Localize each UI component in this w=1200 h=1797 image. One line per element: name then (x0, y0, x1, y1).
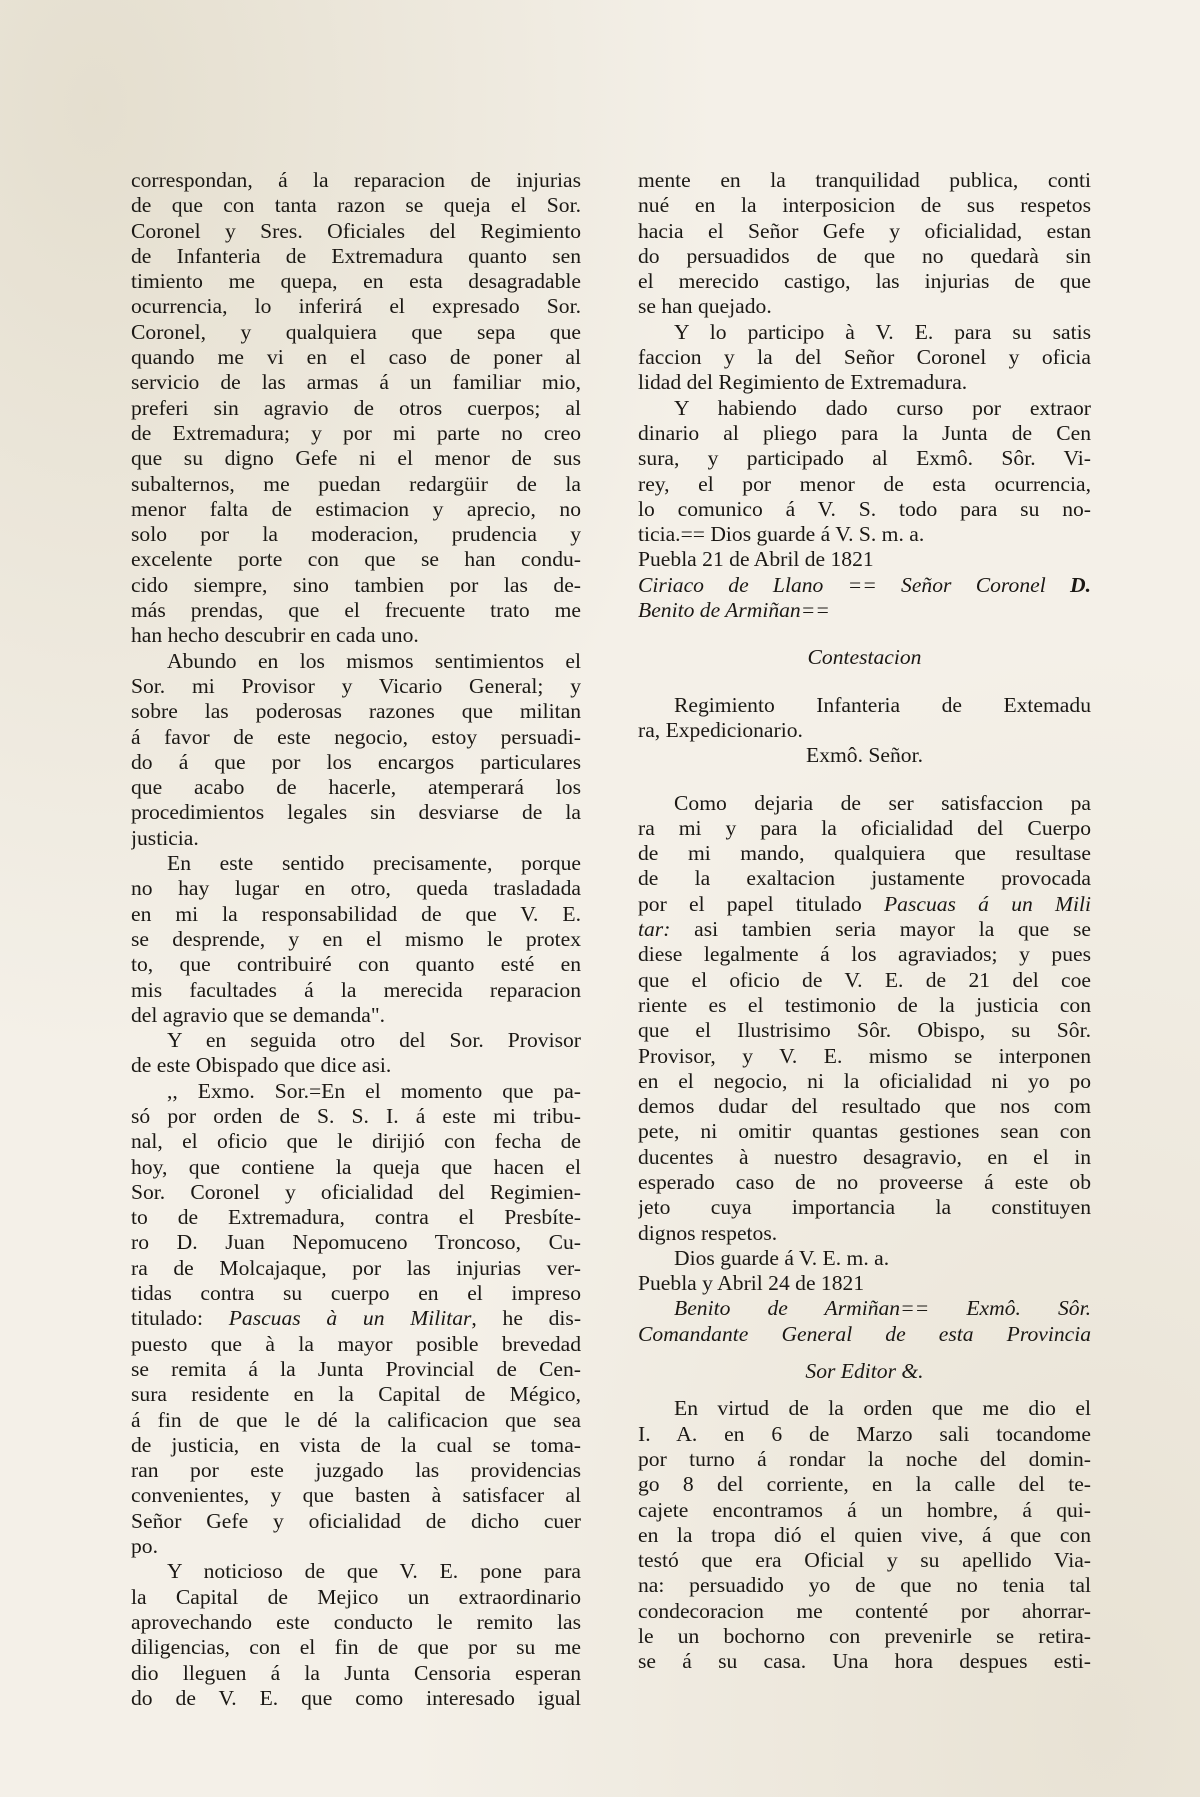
text-line: servicio de las armas á un familiar mio, (131, 370, 581, 395)
text-line: En virtud de la orden que me dio el (674, 1396, 1091, 1421)
text-line: de Extremadura; y por mi parte no creo (131, 420, 581, 445)
text-line: Provisor, y V. E. mismo se interponen (638, 1043, 1091, 1068)
text-line: solo por la moderacion, prudencia y (131, 522, 581, 547)
text-line: Coronel, y qualquiera que sepa que (131, 319, 581, 344)
text-line: en mi la responsabilidad de que V. E. (131, 901, 581, 926)
text-line: diese legalmente á los agraviados; y pues (638, 942, 1091, 967)
text-line: dinario al pliego para la Junta de Cen (638, 420, 1091, 445)
text-line: á fin de que le dé la calificacion que sea (131, 1407, 581, 1432)
text-line: tar: asi tambien seria mayor la que se (638, 917, 1091, 942)
text-line: tidas contra su cuerpo en el impreso (131, 1281, 581, 1306)
text-line: lidad del Regimiento de Extremadura. (638, 370, 968, 395)
text-line: Y lo participo à V. E. para su satis (674, 319, 1091, 344)
text-line: Dios guarde á V. E. m. a. (674, 1245, 890, 1270)
text-line: Abundo en los mismos sentimientos el (167, 648, 581, 673)
spacer (638, 1384, 1091, 1396)
text-line: la Capital de Mejico un extraordinario (131, 1584, 581, 1609)
text-line: hacia el Señor Gefe y oficialidad, estan (638, 218, 1091, 243)
text-line: Y noticioso de que V. E. pone para (167, 1559, 581, 1584)
text-line: á favor de este negocio, estoy persuadi- (131, 724, 581, 749)
text-line: dignos respetos. (638, 1220, 778, 1245)
text-line: I. A. en 6 de Marzo sali tocandome (638, 1421, 1091, 1446)
text-line: puesto que à la mayor posible brevedad (131, 1331, 581, 1356)
text-line: de Infanteria de Extremadura quanto sen (131, 243, 581, 268)
text-line: po. (131, 1534, 158, 1559)
text-line: por el papel titulado Pascuas á un Mili (638, 891, 1091, 916)
text-line: ducentes à nuestro desagravio, en el in (638, 1144, 1091, 1169)
spacer (638, 1347, 1091, 1359)
text-line: sura, y participado al Exmô. Sôr. Vi- (638, 446, 1091, 471)
text-line: subalternos, me puedan redargüir de la (131, 471, 581, 496)
text-line: demos dudar del resultado que nos com (638, 1094, 1091, 1119)
text-line: han hecho descubrir en cada uno. (131, 623, 419, 648)
text-line: excelente porte con que se han condu- (131, 547, 581, 572)
text-line: to de Extremadura, contra el Presbíte- (131, 1205, 581, 1230)
text-line: na: persuadido yo de que no tenia tal (638, 1573, 1091, 1598)
text-line: Sor. Coronel y oficialidad del Regimien- (131, 1179, 581, 1204)
text-line: sobre las poderosas razones que militan (131, 699, 581, 724)
text-line: ticia.== Dios guarde á V. S. m. a. (638, 522, 925, 547)
text-line: de este Obispado que dice asi. (131, 1053, 392, 1078)
text-line: ocurrencia, lo inferirá el expresado Sor. (131, 294, 581, 319)
text-line: go 8 del corriente, en la calle del te- (638, 1472, 1091, 1497)
text-line: del agravio que se demanda". (131, 1002, 386, 1027)
text-line: cido siempre, sino tambien por las de- (131, 572, 581, 597)
left-column (131, 168, 581, 1711)
text-line: de la exaltacion justamente provocada (638, 866, 1091, 891)
text-line: Regimiento Infanteria de Extemadu (674, 692, 1091, 717)
text-line: Comandante General de esta Provincia (638, 1321, 1091, 1346)
text-line: ,, Exmo. Sor.=En el momento que pa- (167, 1078, 581, 1103)
text-line: se remita á la Junta Provincial de Cen- (131, 1356, 581, 1381)
text-line: En este sentido precisamente, porque (167, 851, 581, 876)
text-line: pete, ni omitir quantas gestiones sean con (638, 1119, 1091, 1144)
text-line: condecoracion me contenté por ahorrar- (638, 1598, 1091, 1623)
text-line: riente es el testimonio de la justicia con (638, 992, 1091, 1017)
text-line: to, que contribuiré con quanto esté en (131, 952, 581, 977)
text-line: que su digno Gefe ni el menor de sus (131, 446, 581, 471)
text-line: ra, Expedicionario. (638, 717, 803, 742)
text-line: faccion y la del Señor Coronel y oficia (638, 345, 1091, 370)
text-line: Benito de Armiñan== Exmô. Sôr. (674, 1296, 1091, 1321)
text-line: mente en la tranquilidad publica, conti (638, 168, 1091, 192)
text-line: Sor. mi Provisor y Vicario General; y (131, 673, 581, 698)
text-line: el merecido castigo, las injurias de que (638, 269, 1091, 294)
text-line: se han quejado. (638, 294, 772, 319)
text-line: Ciriaco de Llano == Señor Coronel D. (638, 572, 1091, 597)
text-line: Sor Editor &. (805, 1359, 924, 1384)
spacer (638, 769, 1091, 791)
text-line: justicia. (131, 825, 199, 850)
text-line: convenientes, y que basten à satisfacer al (131, 1483, 581, 1508)
text-line: mis facultades á la merecida reparacion (131, 977, 581, 1002)
text-line: do persuadidos de que no quedarà sin (638, 243, 1091, 268)
text-line: nué en la interposicion de sus respetos (638, 193, 1091, 218)
text-line: ra mi y para la oficialidad del Cuerpo (638, 815, 1091, 840)
text-line: en la tropa dió el quien vive, á que con (638, 1522, 1091, 1547)
text-line: procedimientos legales sin desviarse de la (131, 800, 581, 825)
text-line: que el Ilustrisimo Sôr. Obispo, su Sôr. (638, 1018, 1091, 1043)
text-line: nal, el oficio que le dirijió con fecha de (131, 1129, 581, 1154)
text-line: en el negocio, ni la oficialidad ni yo po (638, 1068, 1091, 1093)
text-line: más prendas, que el frecuente trato me (131, 598, 581, 623)
text-line: preferi sin agravio de otros cuerpos; al (131, 395, 581, 420)
text-line: ra de Molcajaque, por las injurias ver- (131, 1255, 581, 1280)
text-line: correspondan, á la reparacion de injurias (131, 168, 581, 192)
text-line: Puebla 21 de Abril de 1821 (638, 547, 874, 572)
spacer (638, 671, 1091, 693)
text-line: timiento me quepa, en esta desagradable (131, 269, 581, 294)
text-line: cajete encontramos á un hombre, á qui- (638, 1497, 1091, 1522)
text-line: Coronel y Sres. Oficiales del Regimiento (131, 218, 581, 243)
text-line: Exmô. Señor. (806, 743, 923, 768)
text-line: hoy, que contiene la queja que hacen el (131, 1154, 581, 1179)
text-line: só por orden de S. S. I. á este mi tribu- (131, 1103, 581, 1128)
text-line: se á su casa. Una hora despues esti- (638, 1649, 1091, 1674)
text-line: de mi mando, qualquiera que resultase (638, 841, 1091, 866)
text-line: no hay lugar en otro, queda trasladada (131, 876, 581, 901)
text-line: Señor Gefe y oficialidad de dicho cuer (131, 1508, 581, 1533)
text-line: ro D. Juan Nepomuceno Troncoso, Cu- (131, 1230, 581, 1255)
text-line: Y habiendo dado curso por extraor (674, 395, 1091, 420)
text-line: de justicia, en vista de la cual se toma- (131, 1432, 581, 1457)
text-line: menor falta de estimacion y aprecio, no (131, 496, 581, 521)
text-line: do á que por los encargos particulares (131, 749, 581, 774)
text-line: que acabo de hacerle, atemperará los (131, 775, 581, 800)
right-column (638, 168, 1091, 1675)
text-line: que el oficio de V. E. de 21 del coe (638, 967, 1091, 992)
text-line: do de V. E. que como interesado igual (131, 1685, 581, 1710)
text-line: Puebla y Abril 24 de 1821 (638, 1271, 865, 1296)
text-line: dio lleguen á la Junta Censoria esperan (131, 1660, 581, 1685)
text-line: se desprende, y en el mismo le protex (131, 926, 581, 951)
text-line: testó que era Oficial y su apellido Via- (638, 1548, 1091, 1573)
text-line: esperado caso de no proveerse á este ob (638, 1169, 1091, 1194)
text-line: Y en seguida otro del Sor. Provisor (167, 1028, 581, 1053)
text-line: de que con tanta razon se queja el Sor. (131, 193, 581, 218)
text-line: aprovechando este conducto le remito las (131, 1609, 581, 1634)
text-line: le un bochorno con prevenirle se retira- (638, 1624, 1091, 1649)
text-line: por turno á rondar la noche del domin- (638, 1446, 1091, 1471)
text-line: ran por este juzgado las providencias (131, 1458, 581, 1483)
text-line: jeto cuya importancia la constituyen (638, 1195, 1091, 1220)
text-line: quando me vi en el caso de poner al (131, 345, 581, 370)
text-line: rey, el por menor de esta ocurrencia, (638, 471, 1091, 496)
text-line: sura residente en la Capital de Mégico, (131, 1382, 581, 1407)
text-line: Como dejaria de ser satisfaccion pa (674, 790, 1091, 815)
text-line: lo comunico á V. S. todo para su no- (638, 496, 1091, 521)
spacer (638, 623, 1091, 645)
text-line: Contestacion (807, 645, 922, 670)
text-line: diligencias, con el fin de que por su me (131, 1635, 581, 1660)
text-line: Benito de Armiñan== (638, 598, 830, 623)
text-line: titulado: Pascuas à un Militar, he dis- (131, 1306, 581, 1331)
